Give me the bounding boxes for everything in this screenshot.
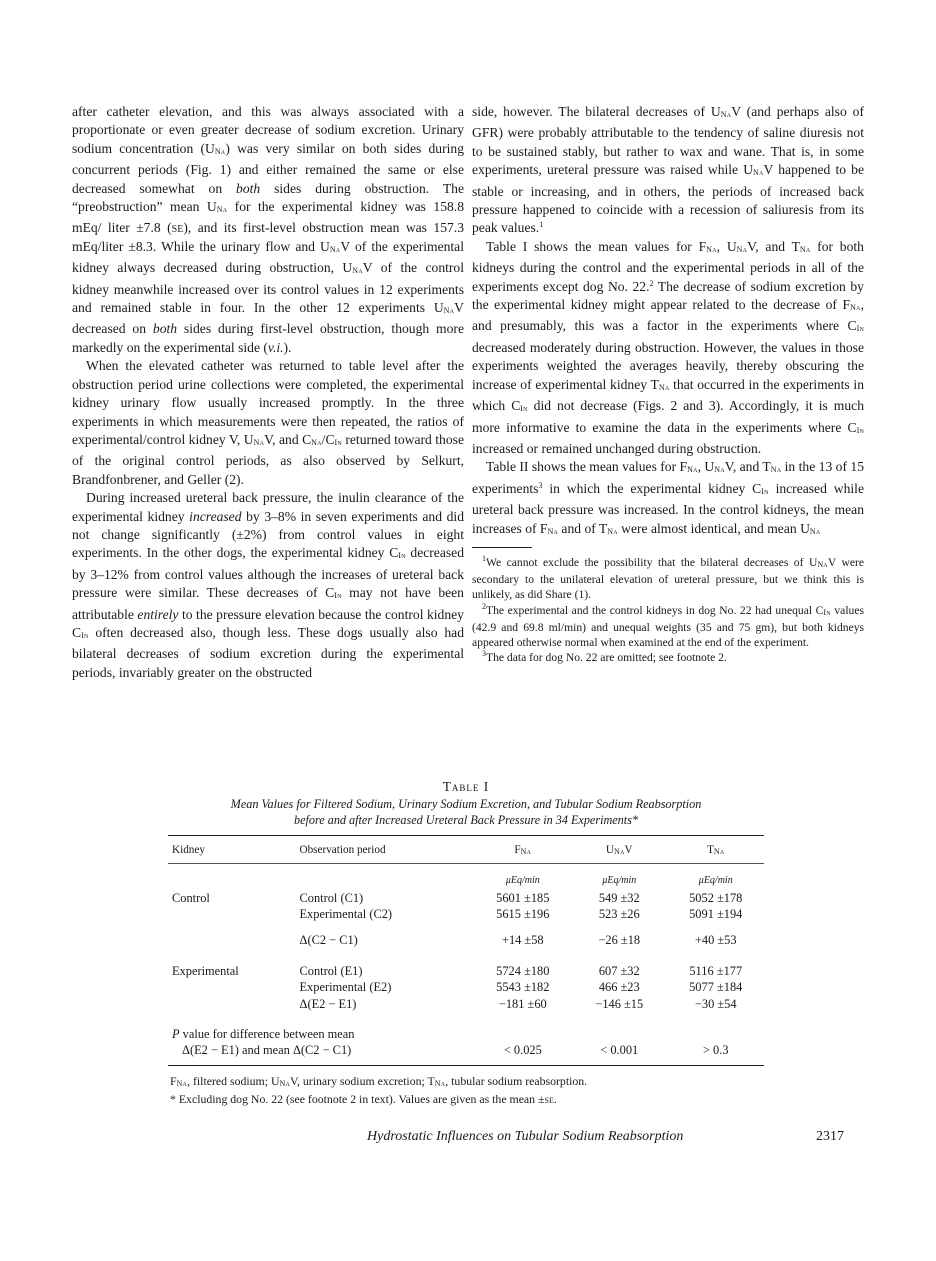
footnote-3 xyxy=(472,650,864,665)
subscript: Na xyxy=(770,465,782,475)
subscript: In xyxy=(334,591,342,601)
pvalue-unav: < 0.001 xyxy=(600,1043,639,1058)
text: side, however. The bilateral decreases of U xyxy=(472,104,721,119)
cell-tna: 5052 ±178 xyxy=(689,890,743,905)
subscript: Na xyxy=(850,303,861,313)
subscript: Na xyxy=(714,465,725,475)
text: values (42.9 and 69.8 ml/min) and unequal weights (35 and 75 gm), but both kidneys appeared otherwise normal when examined at the end of the experiment. xyxy=(472,603,864,649)
subscript: Na xyxy=(706,244,717,254)
running-footer: Hydrostatic Influences on Tubular Sodium Reabsorption xyxy=(367,1129,684,1144)
pvalue-fna: < 0.025 xyxy=(503,1043,542,1058)
text: did not decrease (Figs. 2 and 3). Accordingly, it is much more informative to examine the data in the experiments where C xyxy=(472,398,865,435)
footnote-ref[interactable]: 1 xyxy=(539,220,544,230)
text: ). xyxy=(283,339,292,355)
text: , filtered sodium; xyxy=(187,1074,271,1089)
text: were almost identical, and mean U xyxy=(617,520,810,536)
cell-fna: 5724 ±180 xyxy=(496,963,550,978)
text: for the experimental kidney was 158.8 mEq/ liter ±7.8 ( xyxy=(72,199,464,236)
subscript: In xyxy=(520,404,528,414)
cell-fna: +14 ±58 xyxy=(501,933,544,948)
text: We cannot exclude the possibility that the bilateral decreases of U xyxy=(486,555,818,569)
caption-line: Mean Values for Filtered Sodium, Urinary Sodium Excretion, and Tubular Sodium Reabsorption xyxy=(230,797,702,811)
small-caps-text: se xyxy=(171,220,184,236)
cell-tna: +40 ±53 xyxy=(694,933,737,948)
pvalue-row xyxy=(168,1043,764,1059)
text: , U xyxy=(697,459,715,475)
text: F xyxy=(170,1074,177,1089)
pvalue-row-label xyxy=(168,1026,764,1042)
text: The decrease of sodium excretion by the experimental kidney might appear related to the decrease of F xyxy=(472,278,864,313)
cell-period: Experimental (E2) xyxy=(299,980,392,995)
subscript: Na xyxy=(279,1079,290,1089)
text: decreased by 3–12% from control values although the increases of ureteral back pressure were similar. These decreases of C xyxy=(72,545,464,601)
small-caps-text: se xyxy=(544,1091,554,1106)
text: for both kidneys during the control and the experimental periods in all of the experiments except dog No. 22. xyxy=(472,238,864,294)
footnote-ref[interactable]: 3 xyxy=(538,480,543,490)
text: Observation period xyxy=(299,843,386,856)
subscript: Na xyxy=(214,146,226,156)
text: Table II shows the mean values for F xyxy=(486,459,688,475)
text: V decreased on xyxy=(72,300,464,337)
text: During increased ureteral back pressure, the inulin clearance of the experimental kidney xyxy=(72,490,464,524)
text: in which the experimental kidney C xyxy=(542,480,762,496)
table-notes xyxy=(168,1074,764,1107)
cell-tna: −30 ±54 xyxy=(694,996,737,1011)
abbreviations-note xyxy=(170,1074,764,1092)
cell-kidney xyxy=(168,906,299,922)
text: Table I shows the mean values for F xyxy=(486,238,707,254)
cell-tna: 5077 ±184 xyxy=(689,980,743,995)
cell-period: Δ(E2 − E1) xyxy=(299,996,357,1011)
units-row xyxy=(168,864,764,890)
cell-unav: 607 ±32 xyxy=(598,963,640,978)
text: T xyxy=(427,1074,435,1089)
subscript: Na xyxy=(547,526,559,536)
text: V, and T xyxy=(724,459,771,475)
cell-period: Control (E1) xyxy=(299,963,363,978)
text: in the 13 of 15 experiments xyxy=(472,459,864,496)
emphasis: v.i. xyxy=(267,339,284,355)
p-symbol: P xyxy=(172,1027,180,1042)
cell-kidney: Experimental xyxy=(172,963,239,978)
text: returned toward those of the original control periods, as also observed by Selkurt, Brandfonbrener, and Geller (2). xyxy=(72,431,464,487)
paragraph xyxy=(72,103,464,357)
text: V, and C xyxy=(264,431,312,447)
cell-kidney xyxy=(168,996,299,1012)
cell-unav: 549 ±32 xyxy=(598,890,640,905)
data-table xyxy=(168,836,764,1065)
footnote-ref[interactable]: 2 xyxy=(649,278,654,288)
subscript: Na xyxy=(329,244,341,254)
text: The experimental and the control kidneys in dog No. 22 had unequal C xyxy=(486,603,824,617)
pvalue-tna: > 0.3 xyxy=(702,1043,729,1058)
cell-period: Control (C1) xyxy=(299,890,364,905)
paragraph xyxy=(72,357,464,489)
text: V (and perhaps also of GFR) were probably attributable to the tendency of saline diuresis not to be sustained stably, but rather to wax and wane. That is, in some experiments, ureteral pressure was raised while U xyxy=(472,104,864,178)
header-period xyxy=(299,836,474,863)
text: increased while ureteral back pressure was increased. In the control kidneys, the mean increases of F xyxy=(472,480,864,536)
subscript: In xyxy=(761,486,769,496)
subscript: Na xyxy=(352,266,363,276)
cell-period: Experimental (C2) xyxy=(299,907,393,922)
table-1 xyxy=(168,779,764,1107)
footnote-2 xyxy=(472,603,864,651)
emphasis: entirely xyxy=(137,606,179,622)
cell-fna: 5601 ±185 xyxy=(496,890,550,905)
table-caption xyxy=(168,797,764,828)
cell-kidney: Control xyxy=(172,890,210,905)
text: T xyxy=(707,843,714,856)
paragraph xyxy=(472,103,864,238)
table-row xyxy=(168,890,764,906)
text: after catheter elevation, and this was always associated with a proportionate or even greater decrease of sodium excretion. Urinary sodium concentration (U xyxy=(72,104,464,156)
text: decreased moderately during obstruction. However, the values in those experiments weighted the averages heavily, thereby obscuring the increase of experimental kidney T xyxy=(472,339,864,392)
paragraph xyxy=(72,489,464,682)
text: that occurred in the experiments in which C xyxy=(472,376,864,414)
footnote-number: 1 xyxy=(482,553,486,563)
subscript: Na xyxy=(799,244,811,254)
text: by 3–8% in seven experiments and did not change significantly (±2%) from control values in eight experiments. In the other dogs, the experimental kidney C xyxy=(72,508,464,561)
subscript: Na xyxy=(614,846,625,856)
cell-tna: 5116 ±177 xyxy=(689,963,743,978)
caption-line: before and after Increased Ureteral Back Pressure in 34 Experiments* xyxy=(294,812,638,827)
subscript: In xyxy=(334,437,342,447)
subscript: Na xyxy=(809,526,821,536)
subscript: Na xyxy=(720,110,732,119)
subscript: Na xyxy=(434,1079,446,1089)
emphasis: increased xyxy=(189,508,242,524)
page-number: 2317 xyxy=(816,1129,844,1144)
text: V happened to be stable or increasing, and in others, the periods of increased back pressure happened to coincide with a recession of saliuresis from its peak values. xyxy=(472,162,864,236)
header-fna xyxy=(475,836,571,863)
subscript: Na xyxy=(817,559,828,569)
subscript: Na xyxy=(753,168,764,178)
subscript: Na xyxy=(176,1079,188,1089)
cell-fna: 5543 ±182 xyxy=(496,980,550,995)
subscript: In xyxy=(823,607,831,617)
table-row xyxy=(168,933,764,949)
subscript: Na xyxy=(736,244,748,254)
text: F xyxy=(514,843,521,856)
cell-unav: 523 ±26 xyxy=(598,907,640,922)
text: /C xyxy=(321,431,335,447)
header-kidney: Kidney xyxy=(172,843,205,856)
cell-kidney xyxy=(168,980,299,996)
text: , U xyxy=(716,238,737,254)
cell-period: Δ(C2 − C1) xyxy=(299,933,358,948)
text: The data for dog No. 22 are omitted; see footnote 2. xyxy=(486,651,727,665)
text: . xyxy=(553,1091,557,1106)
footnote-divider xyxy=(472,547,532,548)
subscript: Na xyxy=(520,846,532,856)
table-bottom-rule xyxy=(168,1065,764,1066)
cell-tna: 5091 ±194 xyxy=(689,907,743,922)
footnote-1 xyxy=(472,555,864,603)
text: V of the experimental kidney always decreased during obstruction, U xyxy=(72,238,464,276)
table-row xyxy=(168,963,764,979)
subscript: In xyxy=(856,425,864,435)
text: sides during obstruction. The “preobstruction” mean U xyxy=(72,180,464,215)
text: V, urinary sodium excretion; xyxy=(290,1074,428,1089)
unit-label: μEq/min xyxy=(698,874,733,886)
table-row xyxy=(168,980,764,996)
left-text-column xyxy=(72,103,464,682)
table-title: Table I xyxy=(442,779,490,794)
emphasis: both xyxy=(236,180,261,196)
table-row xyxy=(168,906,764,922)
footnote-number: 3 xyxy=(482,649,486,659)
subscript: Na xyxy=(687,465,698,475)
cell-fna: 5615 ±196 xyxy=(496,907,550,922)
table-row xyxy=(168,996,764,1012)
pvalue-label xyxy=(168,1026,475,1042)
right-text-column xyxy=(472,103,864,665)
asterisk-note xyxy=(170,1092,764,1108)
text: U xyxy=(270,1074,280,1089)
footnotes xyxy=(472,555,864,665)
subscript: In xyxy=(398,551,406,561)
cell-unav: −26 ±18 xyxy=(598,933,641,948)
cell-kidney xyxy=(168,933,299,949)
text: sides during first-level obstruction, though more markedly on the experimental side ( xyxy=(72,321,464,355)
unit-label: μEq/min xyxy=(602,874,637,886)
text: V xyxy=(624,843,633,856)
unit-label: μEq/min xyxy=(505,874,540,886)
subscript: Na xyxy=(216,205,228,215)
text: ) was very similar on both sides during concurrent periods (Fig. 1) and either remained the same or else decreased somewhat on xyxy=(72,140,464,196)
text: , and presumably, this was a factor in the experiments where C xyxy=(472,297,864,334)
cell-unav: 466 ±23 xyxy=(598,980,640,995)
subscript: Na xyxy=(253,437,265,447)
text: , tubular sodium reabsorption. xyxy=(445,1074,588,1089)
pvalue-label: Δ(E2 − E1) and mean Δ(C2 − C1) xyxy=(182,1043,352,1058)
text: may not have been attributable xyxy=(72,585,464,622)
subscript: Na xyxy=(713,846,725,856)
table-header-row xyxy=(168,836,764,863)
cell-unav: −146 ±15 xyxy=(595,996,644,1011)
subscript: Na xyxy=(443,306,455,316)
subscript: Na xyxy=(607,526,618,536)
emphasis: both xyxy=(152,321,178,337)
cell-fna: −181 ±60 xyxy=(498,996,547,1011)
header-unav xyxy=(571,836,667,863)
subscript: In xyxy=(856,324,864,334)
subscript: Na xyxy=(311,437,322,447)
text: When the elevated catheter was returned to table level after the obstruction period urine collections were completed, the experimental kidney urinary flow usually increased promptly. In the three experiments in which measurements were then repeated, the ratios of experimental/control kidney V, U xyxy=(72,358,464,447)
subscript: Na xyxy=(658,382,670,392)
text: V were secondary to the unilateral elevation of ureteral pressure, but we think this is unlikely, as did Share (1). xyxy=(472,555,865,602)
text: and of T xyxy=(558,520,608,536)
paragraph xyxy=(472,238,864,458)
text: value for difference between mean xyxy=(179,1027,355,1042)
paragraph xyxy=(472,458,864,541)
subscript: In xyxy=(81,630,89,640)
text: V of the control kidney meanwhile increased over its control values in 12 experiments and remained stable in four. In the other 12 experiments U xyxy=(72,260,464,316)
header-tna xyxy=(668,836,765,863)
text: ), and its first-level obstruction mean was 157.3 mEq/liter ±8.3. While the urinary flow and U xyxy=(72,220,464,254)
text: to the pressure elevation because the control kidney C xyxy=(72,606,464,640)
text: increased or remained unchanged during obstruction. xyxy=(472,440,762,456)
text: often decreased also, though less. These dogs usually also had bilateral decreases of sodium excretion during the experimental periods, invariably greater on the obstructed xyxy=(72,624,464,680)
text: V, and T xyxy=(747,238,800,254)
text: U xyxy=(605,843,614,856)
text: * Excluding dog No. 22 (see footnote 2 in text). Values are given as the mean ± xyxy=(170,1091,545,1106)
footnote-number: 2 xyxy=(482,601,486,611)
